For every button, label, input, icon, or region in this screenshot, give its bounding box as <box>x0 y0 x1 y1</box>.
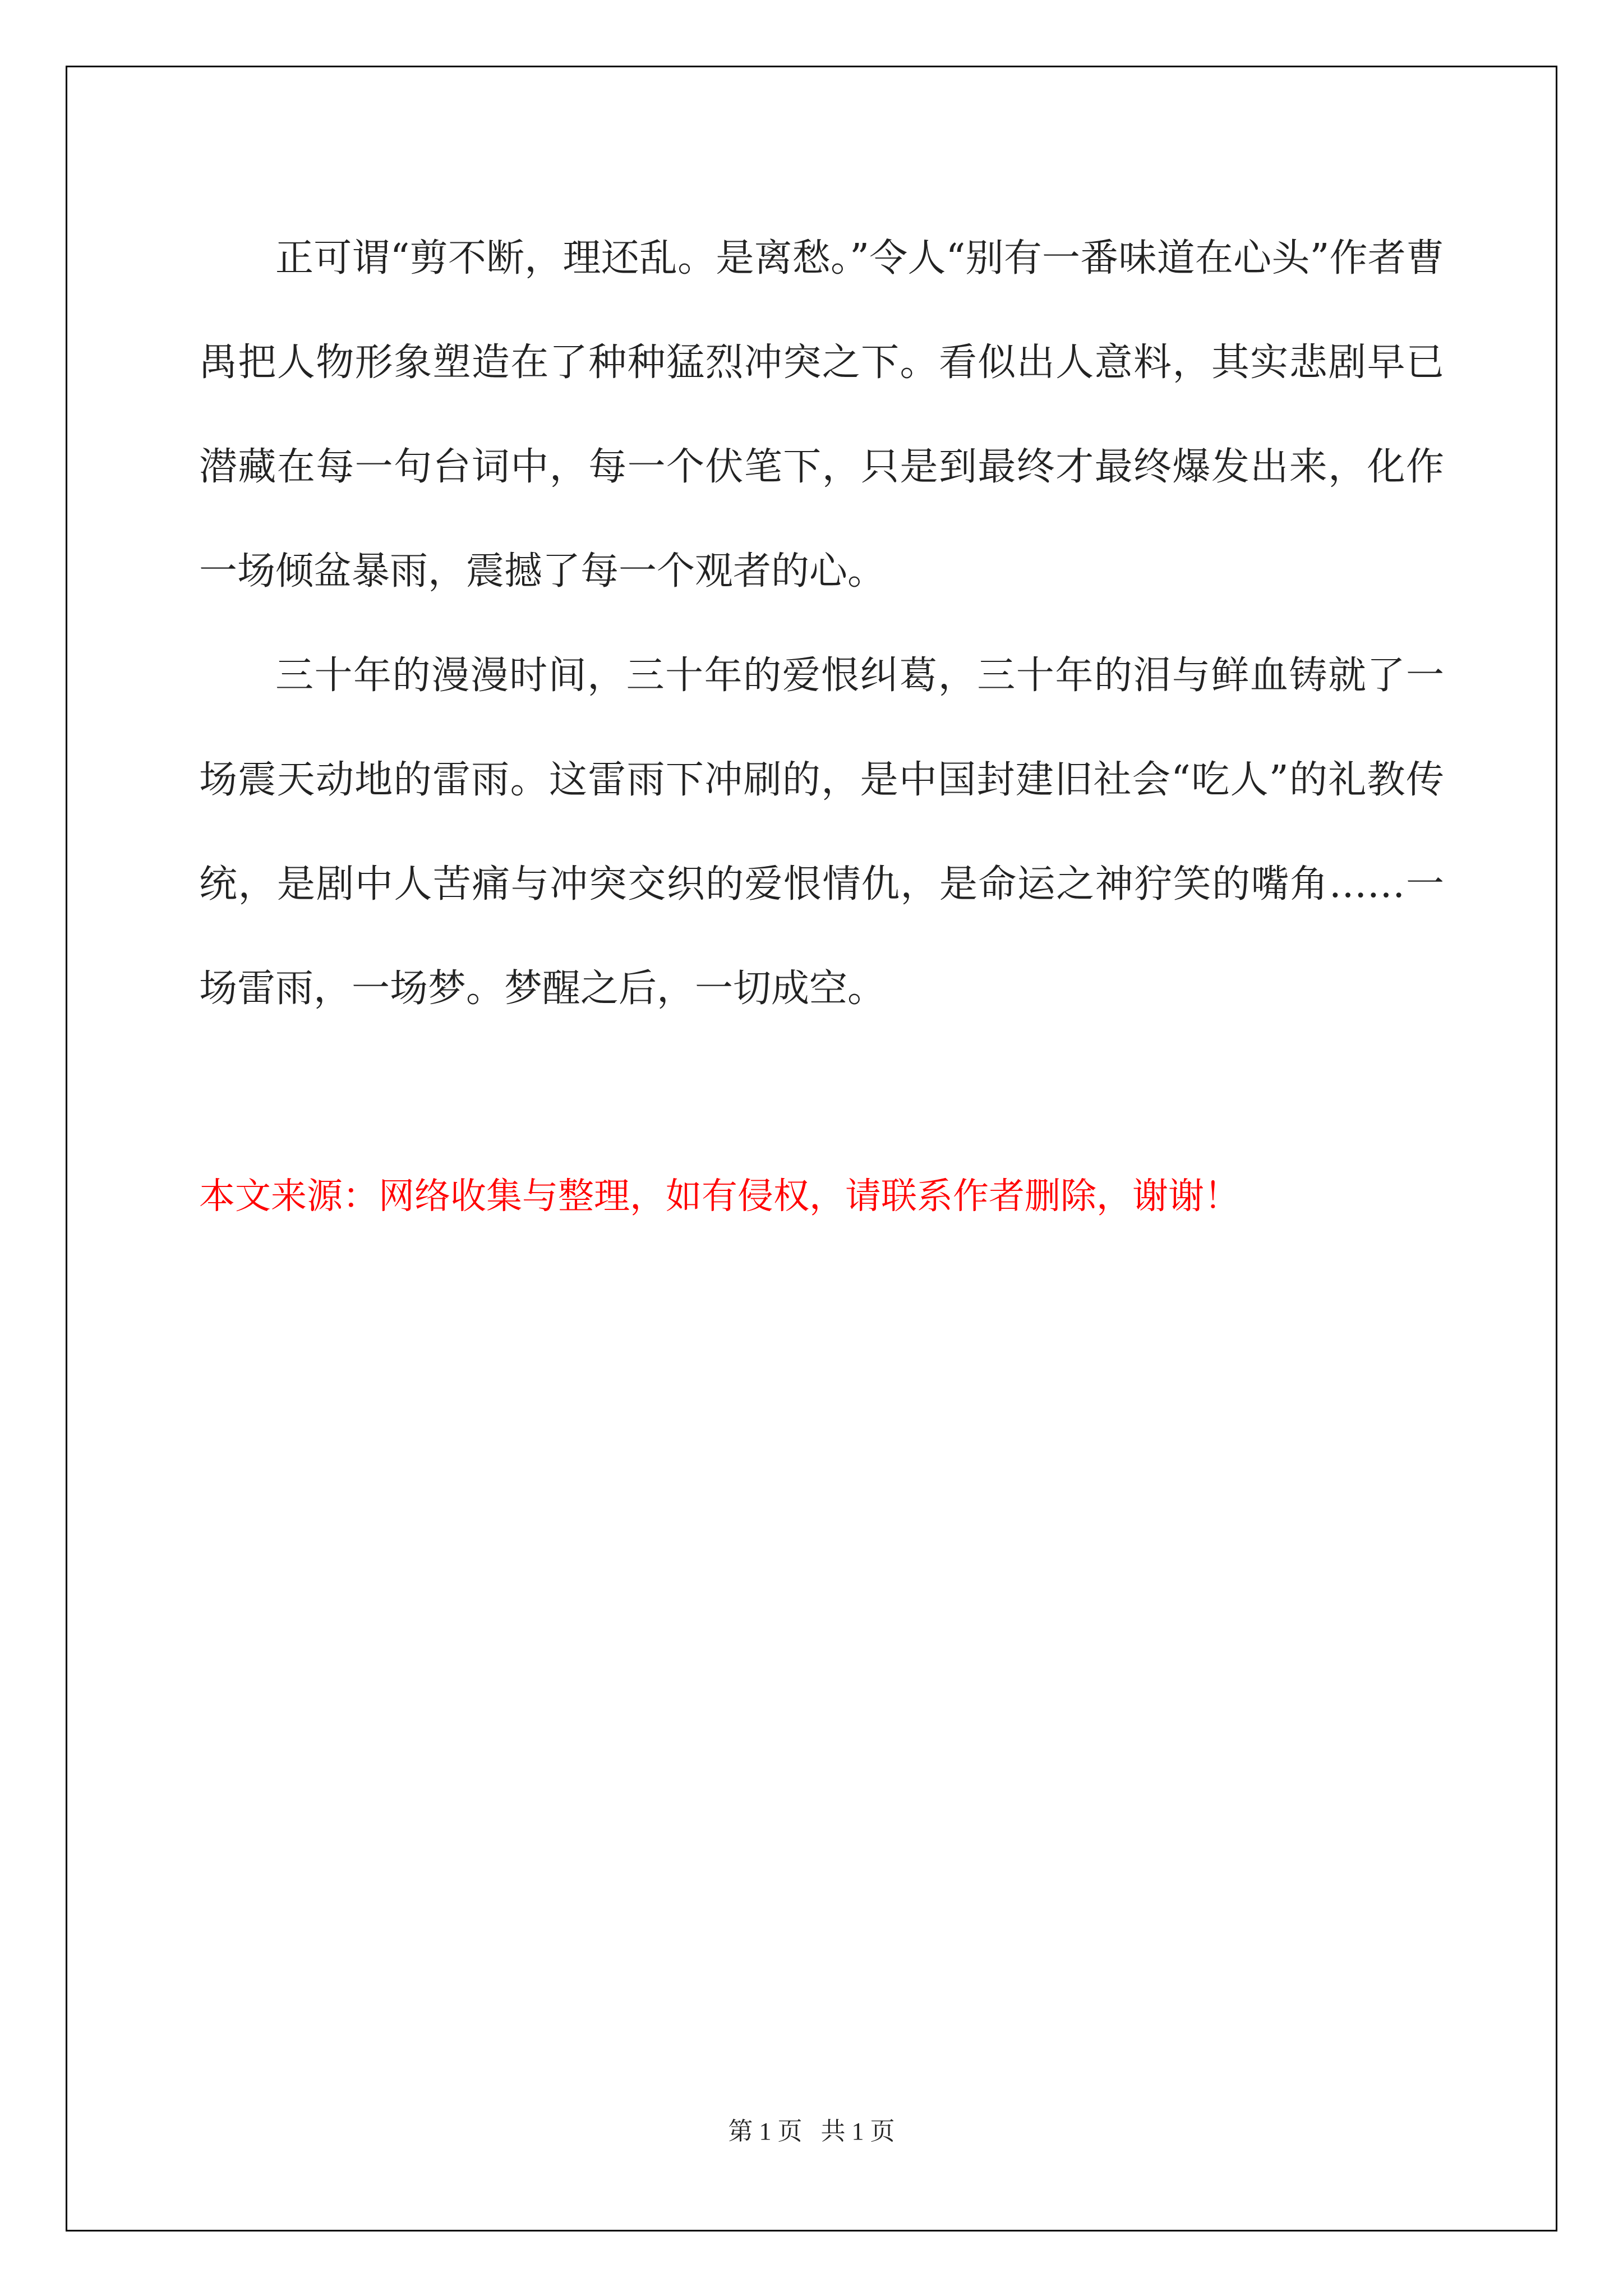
paragraph-2: 三十年的漫漫时间，三十年的爱恨纠葛，三十年的泪与鲜血铸就了一场震天动地的雷雨。这雷雨下冲刷的，是中国封建旧社会“吃人”的礼教传统，是剧中人苦痛与冲突交织的爱恨情仇，是命运之神狞笑的嘴角……一场雷雨，一场梦。梦醒之后，一切成空。 <box>199 654 1444 1011</box>
page-footer: 第 1 页 共 1 页 <box>728 2118 895 2145</box>
document-body <box>199 206 1444 1041</box>
source-note: 本文来源：网络收集与整理，如有侵权，请联系作者删除，谢谢！ <box>199 1176 1240 1217</box>
paragraph-1: 正可谓“剪不断，理还乱。是离愁。”令人“别有一番味道在心头”作者曹禺把人物形象塑造在了种种猛烈冲突之下。看似出人意料，其实悲剧早已潜藏在每一句台词中，每一个伏笔下，只是到最终才最终爆发出来，化作一场倾盆暴雨，震撼了每一个观者的心。 <box>199 236 1444 593</box>
